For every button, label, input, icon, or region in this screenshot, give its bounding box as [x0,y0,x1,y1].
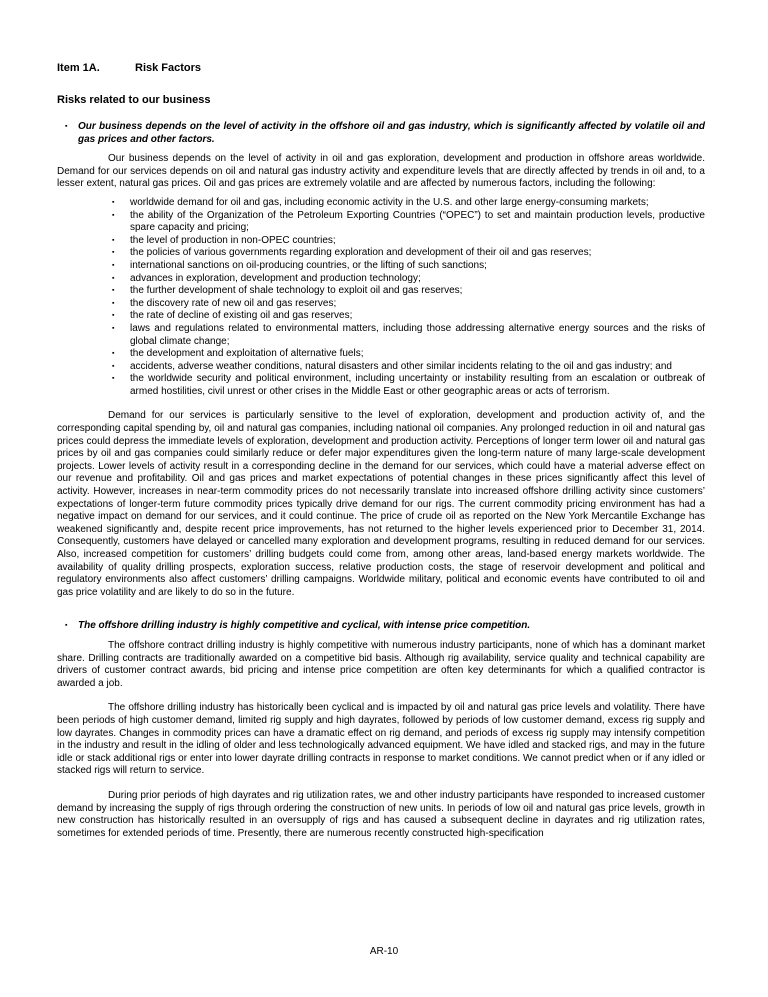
square-bullet-icon: ▪ [112,249,115,257]
paragraph-risk1-2: Demand for our services is particularly sensitive to the level of exploration, development and production activity of, and the corresponding capital spending by, oil and natural gas companies, including national oil companies. Any prolonged reduction in oil and natural gas prices could depress the immediate levels of exploration, development and production activity. Perceptions of longer term lower oil and natural gas prices by oil and gas companies could similarly reduce or defer major expenditures given the long-term nature of many large-scale development projects. Lower levels of activity result in a corresponding decline in the demand for our services, which could have a material adverse effect on our revenue and profitability. Oil and gas prices and market expectations of potential changes in these prices significantly affect this level of activity. However, increases in near-term commodity prices do not necessarily translate into increased offshore drilling activity since customers’ expectations of longer-term future commodity prices typically drive demand for our rigs. The current commodity pricing environment has had a negative impact on demand for our services, and it could continue. The price of crude oil as reported on the New York Mercantile Exchange has weakened significantly and, despite recent price improvements, has not returned to the higher levels experienced prior to December 31, 2014. Consequently, customers have delayed or cancelled many exploration and development programs, resulting in reduced demand for our services. Also, increased competition for customers’ drilling budgets could come from, among other areas, land-based energy markets worldwide. The availability of quality drilling prospects, exploration success, relative production costs, the stage of reservoir development and political and regulatory environments also affect customers’ drilling campaigns. Worldwide military, political and economic events have contributed to oil and gas price volatility and are likely to do so in the future. [57,410,705,598]
square-bullet-icon: ▪ [65,622,68,630]
list-item [112,348,705,361]
factor-text: the discovery rate of new oil and gas reserves; [130,297,337,309]
page-number: AR-10 [369,946,399,957]
square-bullet-icon: ▪ [112,350,115,358]
paragraph-risk2-1: The offshore contract drilling industry is highly competitive with numerous industry participants, none of which has a dominant market share. Drilling contracts are traditionally awarded on a competitive bid basis. Although rig availability, service quality and technical capability are drivers of customer contract awards, bid pricing and intense price competition are often key determinants for which a qualified contractor is awarded a job. [57,639,705,689]
factor-text: the rate of decline of existing oil and gas reserves; [130,310,353,322]
factors-list [57,197,705,399]
factor-text: the policies of various governments regarding exploration and development of their oil and gas reserves; [130,247,592,259]
factor-text: advances in exploration, development and production technology; [130,272,421,284]
list-item [112,273,705,286]
factor-text: accidents, adverse weather conditions, natural disasters and other similar incidents relating to the oil and gas industry; and [130,360,672,372]
list-item [112,298,705,311]
list-item [112,235,705,248]
factor-text: the ability of the Organization of the Petroleum Exporting Countries (“OPEC”) to set and maintain production levels, productive spare capacity and pricing; [130,209,705,234]
square-bullet-icon: ▪ [112,324,115,332]
factor-text: the worldwide security and political environment, including uncertainty or instability resulting from an escalation or outbreak of armed hostilities, civil unrest or other crises in the Middle East or other geographic areas or acts of terrorism. [130,373,705,397]
square-bullet-icon: ▪ [112,198,115,206]
square-bullet-icon: ▪ [65,123,68,130]
list-item [112,210,705,235]
risk-title-2: The offshore drilling industry is highly competitive and cyclical, with intense price competition. [78,620,531,632]
list-item [112,247,705,260]
list-item [112,373,705,398]
risk-bullet-2 [57,620,705,633]
risk-title-1: Our business depends on the level of activity in the offshore oil and gas industry, which is significantly affected by volatile oil and gas prices and other factors. [78,121,705,145]
list-item [112,310,705,323]
page-title: Risk Factors [135,62,202,74]
list-item [112,361,705,374]
section-heading: Risks related to our business [57,94,211,106]
list-item [112,285,705,298]
list-item [112,260,705,273]
factor-text: international sanctions on oil-producing countries, or the lifting of such sanctions; [130,259,487,271]
factor-text: worldwide demand for oil and gas, including economic activity in the U.S. and other large energy-consuming markets; [130,196,649,208]
item-number: Item 1A. [57,62,100,74]
item-heading [57,62,705,75]
square-bullet-icon: ▪ [112,362,115,370]
factor-text: the level of production in non-OPEC countries; [130,234,336,246]
square-bullet-icon: ▪ [112,299,115,307]
square-bullet-icon: ▪ [112,287,115,295]
factor-text: the development and exploitation of alternative fuels; [130,348,364,360]
factor-text: the further development of shale technology to exploit oil and gas reserves; [130,285,463,297]
factor-text: laws and regulations related to environmental matters, including those addressing alternative energy sources and the risks of global climate change; [130,322,705,347]
square-bullet-icon: ▪ [112,312,115,320]
square-bullet-icon: ▪ [112,211,115,219]
list-item [112,197,705,210]
document-content [57,62,705,840]
paragraph-risk2-2: The offshore drilling industry has historically been cyclical and is impacted by oil and natural gas price levels and volatility. There have been periods of high customer demand, limited rig supply and high dayrates, followed by periods of low customer demand, excess rig supply and low dayrates. Changes in commodity prices can have a dramatic effect on rig demand, and periods of excess rig supply may intensify competition in the industry and result in the idling of older and less technologically advanced equipment. We have idled and stacked rigs, and may in the future idle or stack additional rigs or enter into lower dayrate drilling contracts in response to market conditions. We cannot predict when or if any idled or stacked rigs will return to service. [57,702,705,777]
square-bullet-icon: ▪ [112,236,115,244]
square-bullet-icon: ▪ [112,375,115,383]
square-bullet-icon: ▪ [112,274,115,282]
risk-bullet-1 [57,121,705,146]
square-bullet-icon: ▪ [112,261,115,269]
paragraph-risk2-3: During prior periods of high dayrates and rig utilization rates, we and other industry participants have responded to increased customer demand by increasing the supply of rigs through ordering the construction of new units. In periods of low oil and natural gas price levels, growth in new construction has historically resulted in an oversupply of rigs and has caused a subsequent decline in dayrates and rig utilization rates, sometimes for extended periods of time. Presently, there are numerous recently constructed high-specification [57,789,705,839]
list-item [112,323,705,348]
paragraph-risk1-1: Our business depends on the level of activity in oil and gas exploration, development and production in offshore areas worldwide. Demand for our services depends on oil and natural gas industry activity and expenditure levels that are directly affected by trends in oil and, to a lesser extent, natural gas prices. Oil and gas prices are extremely volatile and are affected by numerous factors, including the following: [57,153,705,190]
